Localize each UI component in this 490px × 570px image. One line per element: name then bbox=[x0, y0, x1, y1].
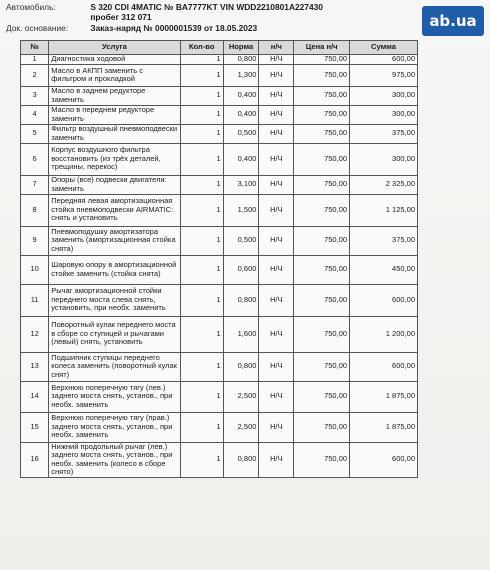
row-service: Опоры (все) подвески двигателя: заменить bbox=[49, 175, 180, 194]
row-number: 10 bbox=[21, 255, 49, 284]
row-quantity: 1 bbox=[180, 381, 223, 412]
row-unit: Н/Ч bbox=[259, 105, 294, 124]
row-norm: 0,400 bbox=[223, 105, 259, 124]
row-number: 14 bbox=[21, 381, 49, 412]
row-norm: 2,500 bbox=[223, 381, 259, 412]
row-norm: 0,400 bbox=[223, 143, 259, 175]
row-price: 750,00 bbox=[294, 175, 350, 194]
row-sum: 300,00 bbox=[350, 86, 418, 105]
row-sum: 2 325,00 bbox=[350, 175, 418, 194]
row-unit: Н/Ч bbox=[259, 175, 294, 194]
row-price: 750,00 bbox=[294, 86, 350, 105]
table-row bbox=[21, 175, 418, 194]
col-norm: Норма bbox=[223, 41, 259, 55]
table-row bbox=[21, 352, 418, 381]
row-number: 6 bbox=[21, 143, 49, 175]
row-service: Рычаг амортизационной стойки переднего моста слева снять, установить, при необх. заменить bbox=[49, 284, 180, 316]
row-number: 8 bbox=[21, 194, 49, 226]
row-sum: 600,00 bbox=[350, 442, 418, 477]
row-sum: 300,00 bbox=[350, 143, 418, 175]
row-norm: 0,800 bbox=[223, 442, 259, 477]
car-value: S 320 CDI 4MATIC № BA7777KT VIN WDD2210801A227430 bbox=[90, 2, 323, 12]
table-row bbox=[21, 255, 418, 284]
row-number: 12 bbox=[21, 316, 49, 352]
row-quantity: 1 bbox=[180, 412, 223, 442]
row-service: Масло в АКПП заменить с фильтром и прокладкой bbox=[49, 64, 180, 86]
row-service: Шаровую опору в амортизационной стойке заменить (стойка снята) bbox=[49, 255, 180, 284]
mileage-value: пробег 312 071 bbox=[90, 12, 152, 22]
row-quantity: 1 bbox=[180, 105, 223, 124]
row-price: 750,00 bbox=[294, 255, 350, 284]
row-quantity: 1 bbox=[180, 226, 223, 255]
row-norm: 0,500 bbox=[223, 124, 259, 143]
row-unit: Н/Ч bbox=[259, 194, 294, 226]
row-norm: 0,400 bbox=[223, 86, 259, 105]
row-service: Диагностика ходовой bbox=[49, 55, 180, 65]
row-norm: 1,600 bbox=[223, 316, 259, 352]
row-price: 750,00 bbox=[294, 194, 350, 226]
row-service: Нижний продольный рычаг (лев.) заднего моста снять, установ., при необх. заменить (колесо в сборе снято) bbox=[49, 442, 180, 477]
row-price: 750,00 bbox=[294, 284, 350, 316]
row-unit: Н/Ч bbox=[259, 124, 294, 143]
row-price: 750,00 bbox=[294, 143, 350, 175]
row-norm: 2,500 bbox=[223, 412, 259, 442]
header-car-line bbox=[6, 2, 323, 12]
row-quantity: 1 bbox=[180, 284, 223, 316]
row-unit: Н/Ч bbox=[259, 255, 294, 284]
row-service: Поворотный кулак переднего моста в сборе со ступицей и рычагами (левый) снять, установить bbox=[49, 316, 180, 352]
row-number: 3 bbox=[21, 86, 49, 105]
col-service: Услуга bbox=[49, 41, 180, 55]
row-price: 750,00 bbox=[294, 381, 350, 412]
row-sum: 600,00 bbox=[350, 352, 418, 381]
row-number: 5 bbox=[21, 124, 49, 143]
row-norm: 0,800 bbox=[223, 55, 259, 65]
row-price: 750,00 bbox=[294, 105, 350, 124]
row-price: 750,00 bbox=[294, 412, 350, 442]
row-sum: 375,00 bbox=[350, 124, 418, 143]
row-unit: Н/Ч bbox=[259, 316, 294, 352]
row-sum: 1 200,00 bbox=[350, 316, 418, 352]
row-quantity: 1 bbox=[180, 175, 223, 194]
row-unit: Н/Ч bbox=[259, 412, 294, 442]
row-number: 13 bbox=[21, 352, 49, 381]
table-row bbox=[21, 86, 418, 105]
row-price: 750,00 bbox=[294, 124, 350, 143]
col-quantity: Кол-во bbox=[180, 41, 223, 55]
row-quantity: 1 bbox=[180, 194, 223, 226]
row-norm: 3,100 bbox=[223, 175, 259, 194]
row-norm: 1,500 bbox=[223, 194, 259, 226]
table-row bbox=[21, 64, 418, 86]
row-sum: 600,00 bbox=[350, 284, 418, 316]
row-quantity: 1 bbox=[180, 55, 223, 65]
row-number: 1 bbox=[21, 55, 49, 65]
col-number: № bbox=[21, 41, 49, 55]
services-table bbox=[20, 40, 418, 478]
header-mileage-line bbox=[6, 12, 152, 22]
row-price: 750,00 bbox=[294, 55, 350, 65]
row-unit: Н/Ч bbox=[259, 381, 294, 412]
row-sum: 1 875,00 bbox=[350, 381, 418, 412]
basis-label: Док. основание: bbox=[6, 23, 69, 33]
row-unit: Н/Ч bbox=[259, 55, 294, 65]
row-quantity: 1 bbox=[180, 143, 223, 175]
row-sum: 1 125,00 bbox=[350, 194, 418, 226]
row-service: Верхнюю поперечную тягу (лев.) заднего моста снять, установ., при необх. заменить bbox=[49, 381, 180, 412]
row-unit: Н/Ч bbox=[259, 442, 294, 477]
row-sum: 1 875,00 bbox=[350, 412, 418, 442]
row-number: 7 bbox=[21, 175, 49, 194]
row-quantity: 1 bbox=[180, 255, 223, 284]
table-row bbox=[21, 143, 418, 175]
row-price: 750,00 bbox=[294, 442, 350, 477]
row-price: 750,00 bbox=[294, 316, 350, 352]
row-unit: Н/Ч bbox=[259, 284, 294, 316]
row-service: Масло в переднем редукторе заменить bbox=[49, 105, 180, 124]
table-row bbox=[21, 105, 418, 124]
table-row bbox=[21, 316, 418, 352]
table-row bbox=[21, 412, 418, 442]
row-norm: 0,800 bbox=[223, 352, 259, 381]
table-row bbox=[21, 124, 418, 143]
row-service: Фильтр воздушный пневмоподвески заменить bbox=[49, 124, 180, 143]
row-quantity: 1 bbox=[180, 316, 223, 352]
table-body bbox=[21, 55, 418, 478]
row-number: 9 bbox=[21, 226, 49, 255]
row-number: 2 bbox=[21, 64, 49, 86]
row-quantity: 1 bbox=[180, 352, 223, 381]
row-service: Передняя левая амортизационная стойка пневмоподвески AIRMATIC: снять и установить bbox=[49, 194, 180, 226]
table-row bbox=[21, 442, 418, 477]
col-unit: н/ч bbox=[259, 41, 294, 55]
row-sum: 450,00 bbox=[350, 255, 418, 284]
row-norm: 0,600 bbox=[223, 255, 259, 284]
col-price: Цена н/ч bbox=[294, 41, 350, 55]
row-service: Пневмоподушку амортизатора заменить (амортизационная стойка снята) bbox=[49, 226, 180, 255]
ab-ua-logo[interactable]: ab.ua bbox=[422, 6, 484, 36]
row-sum: 300,00 bbox=[350, 105, 418, 124]
row-number: 4 bbox=[21, 105, 49, 124]
table-header-row bbox=[21, 41, 418, 55]
row-unit: Н/Ч bbox=[259, 226, 294, 255]
table-row bbox=[21, 381, 418, 412]
row-norm: 0,800 bbox=[223, 284, 259, 316]
row-service: Корпус воздушного фильтра восстановить (из трёх деталей, трещины, перекос) bbox=[49, 143, 180, 175]
row-number: 15 bbox=[21, 412, 49, 442]
header-basis-line bbox=[6, 23, 257, 33]
row-number: 16 bbox=[21, 442, 49, 477]
row-unit: Н/Ч bbox=[259, 143, 294, 175]
row-sum: 975,00 bbox=[350, 64, 418, 86]
table-row bbox=[21, 194, 418, 226]
row-unit: Н/Ч bbox=[259, 86, 294, 105]
table-row bbox=[21, 226, 418, 255]
row-service: Верхнюю поперечную тягу (прав.) заднего моста снять, установ., при необх. заменить bbox=[49, 412, 180, 442]
row-price: 750,00 bbox=[294, 352, 350, 381]
row-sum: 375,00 bbox=[350, 226, 418, 255]
row-quantity: 1 bbox=[180, 442, 223, 477]
col-sum: Сумма bbox=[350, 41, 418, 55]
row-quantity: 1 bbox=[180, 64, 223, 86]
row-norm: 1,300 bbox=[223, 64, 259, 86]
row-norm: 0,500 bbox=[223, 226, 259, 255]
row-quantity: 1 bbox=[180, 124, 223, 143]
row-unit: Н/Ч bbox=[259, 64, 294, 86]
row-unit: Н/Ч bbox=[259, 352, 294, 381]
basis-value: Заказ-наряд № 0000001539 от 18.05.2023 bbox=[90, 23, 258, 33]
car-label: Автомобиль: bbox=[6, 2, 56, 12]
row-price: 750,00 bbox=[294, 226, 350, 255]
row-service: Подшипник ступицы переднего колеса заменить (поворотный кулак снят) bbox=[49, 352, 180, 381]
table-row bbox=[21, 55, 418, 65]
row-quantity: 1 bbox=[180, 86, 223, 105]
row-price: 750,00 bbox=[294, 64, 350, 86]
row-service: Масло в заднем редукторе заменить bbox=[49, 86, 180, 105]
row-sum: 600,00 bbox=[350, 55, 418, 65]
table-row bbox=[21, 284, 418, 316]
row-number: 11 bbox=[21, 284, 49, 316]
